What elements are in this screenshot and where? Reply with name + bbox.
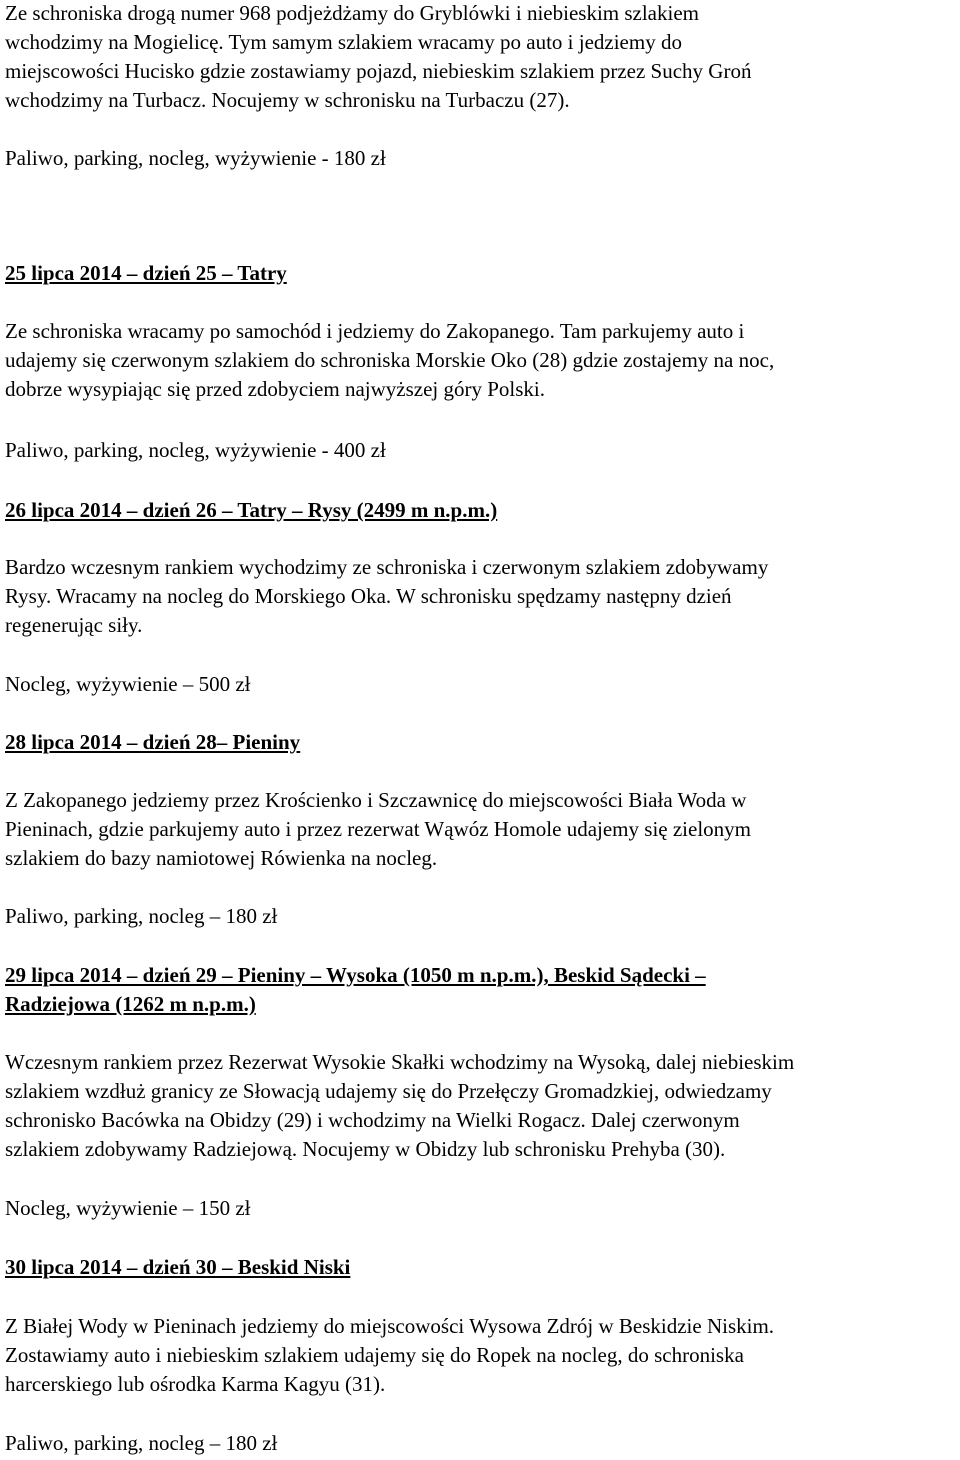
day-30-heading (5, 1253, 960, 1282)
text-line: Pieninach, gdzie parkujemy auto i przez rezerwat Wąwóz Homole udajemy się zielonym (5, 817, 751, 841)
heading-line: Radziejowa (1262 m n.p.m.) (5, 992, 256, 1016)
text-line: Bardzo wczesnym rankiem wychodzimy ze schroniska i czerwonym szlakiem zdobywamy (5, 555, 769, 579)
text-line: Ze schroniska drogą numer 968 podjeżdżamy do Gryblówki i niebieskim szlakiem (5, 1, 699, 25)
day-25-heading (5, 259, 960, 288)
heading-line: 26 lipca 2014 – dzień 26 – Tatry – Rysy (2499 m n.p.m.) (5, 498, 498, 522)
day-30-cost (5, 1429, 960, 1458)
text-line: wchodzimy na Turbacz. Nocujemy w schronisku na Turbaczu (27). (5, 88, 570, 112)
text-line: schronisko Bacówka na Obidzy (29) i wchodzimy na Wielki Rogacz. Dalej czerwonym (5, 1108, 740, 1132)
text-line: regenerując siły. (5, 613, 143, 637)
text-line: Ze schroniska wracamy po samochód i jedziemy do Zakopanego. Tam parkujemy auto i (5, 319, 745, 343)
day-29-cost (5, 1194, 960, 1223)
text-line: Zostawiamy auto i niebieskim szlakiem udajemy się do Ropek na nocleg, do schroniska (5, 1343, 744, 1367)
text-line: szlakiem wzdłuż granicy ze Słowacją udajemy się do Przełęczy Gromadzkiej, odwiedzamy (5, 1079, 772, 1103)
cost-line: Paliwo, parking, nocleg – 180 zł (5, 1431, 278, 1455)
text-line: udajemy się czerwonym szlakiem do schroniska Morskie Oko (28) gdzie zostajemy na noc, (5, 348, 775, 372)
day-28-cost (5, 902, 960, 931)
heading-line: 30 lipca 2014 – dzień 30 – Beskid Niski (5, 1255, 351, 1279)
text-line: miejscowości Hucisko gdzie zostawiamy pojazd, niebieskim szlakiem przez Suchy Groń (5, 59, 752, 83)
cost-line: Paliwo, parking, nocleg, wyżywienie - 400 zł (5, 438, 386, 462)
day-28-description (5, 786, 960, 873)
text-line: wchodzimy na Mogielicę. Tym samym szlakiem wracamy po auto i jedziemy do (5, 30, 682, 54)
text-line: Wczesnym rankiem przez Rezerwat Wysokie Skałki wchodzimy na Wysoką, dalej niebieskim (5, 1050, 795, 1074)
cost-line: Nocleg, wyżywienie – 150 zł (5, 1196, 251, 1220)
day-30-description (5, 1312, 960, 1399)
text-line: Z Białej Wody w Pieninach jedziemy do miejscowości Wysowa Zdrój w Beskidzie Niskim. (5, 1314, 775, 1338)
cost-line: Paliwo, parking, nocleg, wyżywienie - 180 zł (5, 146, 386, 170)
heading-line: 28 lipca 2014 – dzień 28– Pieniny (5, 730, 301, 754)
intro-cost (5, 144, 960, 173)
cost-line: Nocleg, wyżywienie – 500 zł (5, 672, 251, 696)
day-29-heading (5, 961, 960, 1019)
text-line: harcerskiego lub ośrodka Karma Kagyu (31). (5, 1372, 386, 1396)
cost-line: Paliwo, parking, nocleg – 180 zł (5, 904, 278, 928)
text-line: Z Zakopanego jedziemy przez Krościenko i Szczawnicę do miejscowości Biała Woda w (5, 788, 747, 812)
text-line: Rysy. Wracamy na nocleg do Morskiego Oka. W schronisku spędzamy następny dzień (5, 584, 732, 608)
text-line: szlakiem do bazy namiotowej Rówienka na nocleg. (5, 846, 438, 870)
text-line: dobrze wysypiając się przed zdobyciem najwyższej góry Polski. (5, 377, 546, 401)
heading-line: 29 lipca 2014 – dzień 29 – Pieniny – Wysoka (1050 m n.p.m.), Beskid Sądecki – (5, 963, 706, 987)
day-29-description (5, 1048, 960, 1164)
text-line: szlakiem zdobywamy Radziejową. Nocujemy w Obidzy lub schronisku Prehyba (30). (5, 1137, 726, 1161)
heading-line: 25 lipca 2014 – dzień 25 – Tatry (5, 261, 287, 285)
day-26-heading (5, 496, 960, 525)
intro-paragraph (5, 0, 960, 115)
day-26-cost (5, 670, 960, 699)
day-28-heading (5, 728, 960, 757)
day-25-cost (5, 436, 960, 465)
day-26-description (5, 553, 960, 640)
day-25-description (5, 317, 960, 404)
